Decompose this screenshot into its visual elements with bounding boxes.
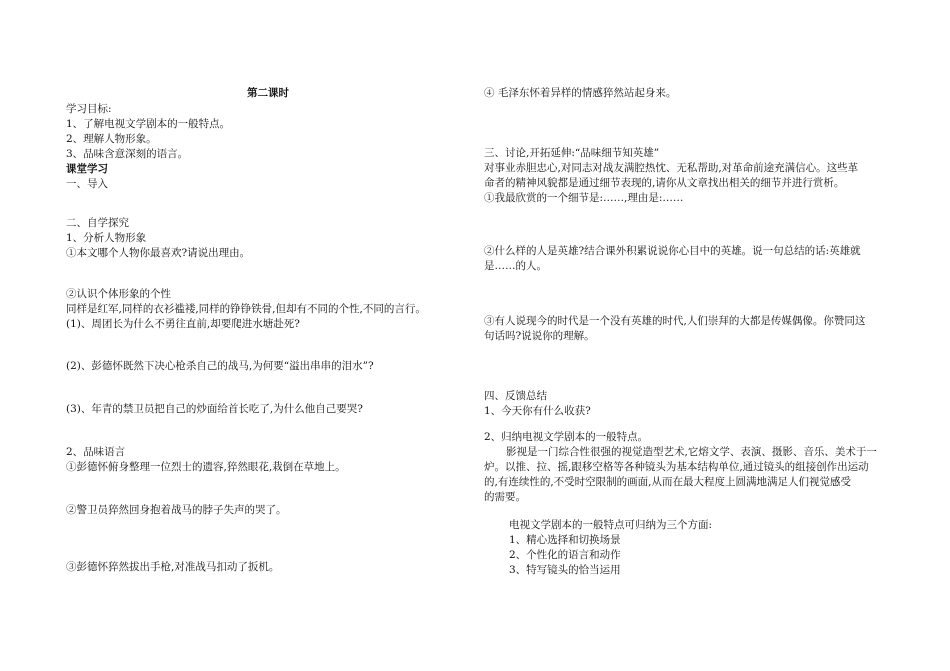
summary-item: 2、个性化的语言和动作 (509, 549, 621, 561)
discussion-question: ①我最欣赏的一个细节是:……,理由是:…… (484, 192, 684, 204)
analyze-question: ②认识个体形象的个性 (66, 288, 171, 300)
summary-intro: 电视文学剧本的一般特点可归纳为三个方面: (509, 519, 713, 531)
discussion-description: 对事业赤胆忠心,对同志对战友满腔热忱、无私帮助,对革命前途充满信心。这些革 (484, 162, 859, 174)
language-item: ③彭德怀猝然拔出手枪,对准战马扣动了扳机。 (66, 561, 280, 573)
right-column (475, 0, 950, 671)
analyze-question: ①本文哪个人物你最喜欢?请说出理由。 (66, 247, 251, 259)
language-heading: 2、品味语言 (66, 446, 126, 458)
sub-question: (3)、年青的禁卫员把自己的炒面给首长吃了,为什么他自己要哭? (66, 403, 363, 415)
classroom-heading: 课堂学习 (66, 163, 108, 175)
sub-question: (2)、彭德怀既然下决心枪杀自己的战马,为何要“溢出串串的泪水”? (66, 360, 374, 372)
analyze-heading: 1、分析人物形象 (66, 232, 147, 244)
discussion-description: 命者的精神风貌都是通过细节表现的,请你从文章找出相关的细节并进行赏析。 (484, 177, 845, 189)
objective-item: 3、品味含意深刻的语言。 (66, 148, 189, 160)
tv-description: 的,有连续性的,不受时空限制的画面,从而在最大程度上圆满地满足人们视觉感受 (484, 476, 852, 488)
summary-item: 1、精心选择和切换场景 (509, 534, 621, 546)
tv-description: 影视是一门综合性很强的视觉造型艺术,它熔文学、表演、摄影、音乐、美术于一 (506, 446, 877, 458)
summary-item: 3、特写镜头的恰当运用 (509, 564, 621, 576)
question-item-4: ④ 毛泽东怀着异样的情感猝然站起身来。 (484, 87, 677, 99)
discussion-question: ②什么样的人是英雄?结合课外积累说说你心目中的英雄。说一句总结的话:英雄就 (484, 245, 861, 257)
objective-item: 1、了解电视文学剧本的一般特点。 (66, 118, 231, 130)
objective-item: 2、理解人物形象。 (66, 133, 157, 145)
discussion-question: 是……的人。 (484, 260, 547, 272)
page-title: 第二课时 (247, 87, 289, 99)
discussion-question: ③有人说现今的时代是一个没有英雄的时代,人们崇拜的大都是传媒偶像。你赞同这 (484, 315, 866, 327)
sub-question: (1)、周团长为什么不勇往直前,却要爬进水塘赴死? (66, 318, 300, 330)
intro-heading: 一、导入 (66, 178, 108, 190)
feedback-question: 1、今天你有什么收获? (484, 405, 591, 417)
objectives-heading: 学习目标: (66, 103, 112, 115)
tv-description: 炉。以推、拉、摇,跟移空格等各种镜头为基本结构单位,通过镜头的组接创作出运动 (484, 461, 869, 473)
discussion-question: 句话吗?说说你的理解。 (484, 330, 595, 342)
language-item: ①彭德怀俯身整理一位烈士的遗容,猝然眼花,栽倒在草地上。 (66, 461, 346, 473)
discussion-heading: 三、讨论,开拓延伸:“品味细节知英雄” (484, 147, 660, 159)
self-study-heading: 二、自学探究 (66, 217, 129, 229)
language-item: ②警卫员猝然回身抱着战马的脖子失声的哭了。 (66, 504, 287, 516)
tv-description: 的需要。 (484, 491, 526, 503)
analyze-description: 同样是红军,同样的衣衫褴褛,同样的铮铮铁骨,但却有不同的个性,不同的言行。 (66, 303, 426, 315)
feedback-question: 2、归纳电视文学剧本的一般特点。 (484, 431, 649, 443)
feedback-heading: 四、反馈总结 (484, 390, 547, 402)
